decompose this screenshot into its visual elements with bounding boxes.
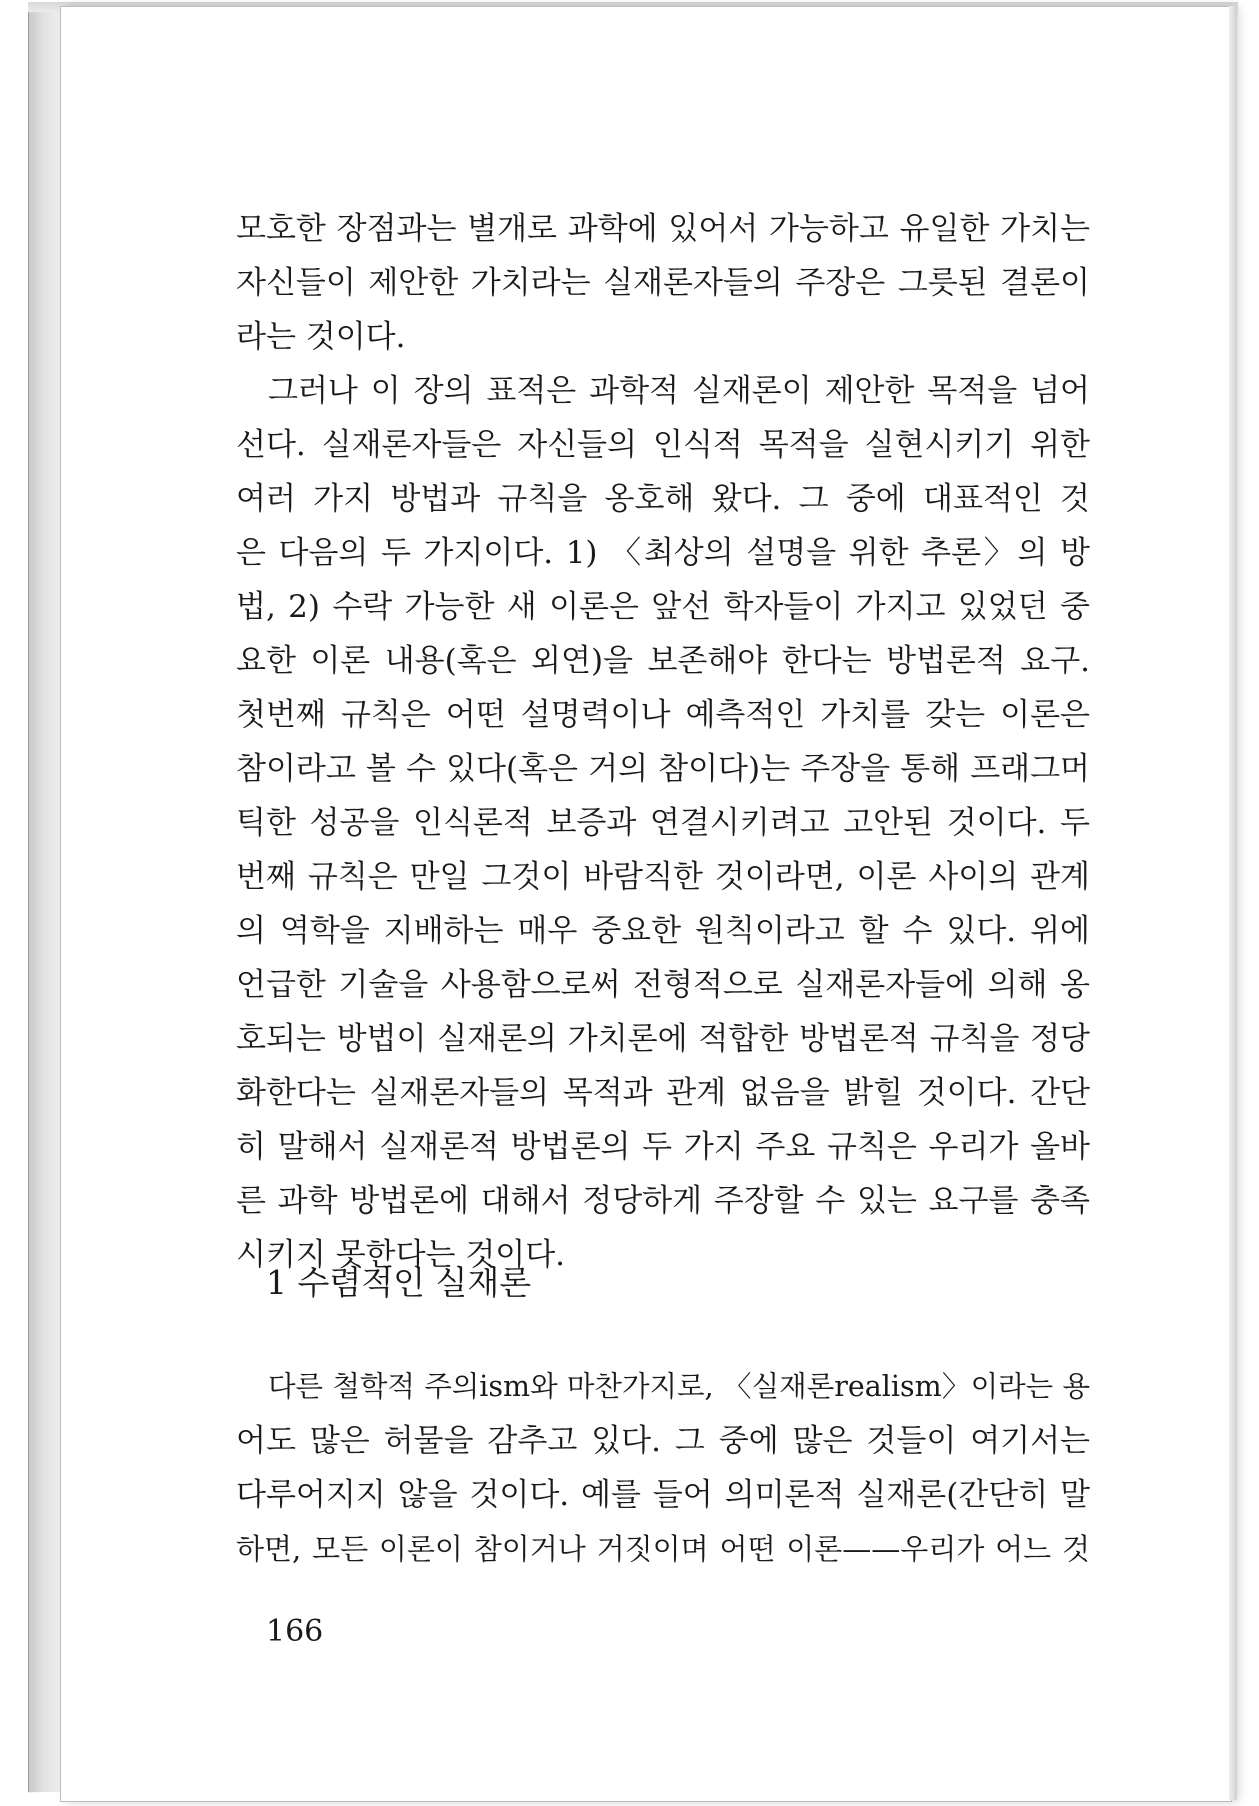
text-line: 첫번째 규칙은 어떤 설명력이나 예측적인 가치를 갖는 이론은 bbox=[236, 697, 1090, 733]
text-line: 다른 철학적 주의ism와 마찬가지로, 〈실재론realism〉이라는 용 bbox=[268, 1370, 1090, 1403]
text-line: 하면, 모든 이론이 참이거나 거짓이며 어떤 이론——우리가 어느 것 bbox=[236, 1532, 1090, 1566]
text-line: 른 과학 방법론에 대해서 정당하게 주장할 수 있는 요구를 충족 bbox=[236, 1183, 1090, 1219]
text-line: 시키지 못한다는 것이다. bbox=[236, 1237, 566, 1273]
page-number: 166 bbox=[266, 1614, 324, 1649]
text-line: 라는 것이다. bbox=[236, 319, 406, 355]
text-line: 어도 많은 허물을 감추고 있다. 그 중에 많은 것들이 여기서는 bbox=[236, 1423, 1090, 1459]
body-text-top bbox=[236, 202, 1090, 1282]
text-line: 선다. 실재론자들은 자신들의 인식적 목적을 실현시키기 위한 bbox=[236, 427, 1090, 463]
text-line: 번째 규칙은 만일 그것이 바람직한 것이라면, 이론 사이의 관계 bbox=[236, 859, 1090, 895]
text-line: 모호한 장점과는 별개로 과학에 있어서 가능하고 유일한 가치는 bbox=[236, 211, 1090, 247]
text-line: 다루어지지 않을 것이다. 예를 들어 의미론적 실재론(간단히 말 bbox=[236, 1477, 1090, 1513]
text-line: 은 다음의 두 가지이다. 1) 〈최상의 설명을 위한 추론〉의 방 bbox=[236, 535, 1090, 571]
text-line: 히 말해서 실재론적 방법론의 두 가지 주요 규칙은 우리가 올바 bbox=[236, 1129, 1090, 1165]
body-text-bottom bbox=[236, 1360, 1090, 1576]
text-line: 참이라고 볼 수 있다(혹은 거의 참이다)는 주장을 통해 프래그머 bbox=[236, 751, 1090, 787]
text-line: 여러 가지 방법과 규칙을 옹호해 왔다. 그 중에 대표적인 것 bbox=[236, 481, 1090, 517]
page-right-edge bbox=[1229, 6, 1237, 1800]
text-line: 언급한 기술을 사용함으로써 전형적으로 실재론자들에 의해 옹 bbox=[236, 967, 1090, 1003]
text-line: 화한다는 실재론자들의 목적과 관계 없음을 밝힐 것이다. 간단 bbox=[236, 1075, 1090, 1111]
section-heading: 1 수렴적인 실재론 bbox=[266, 1263, 532, 1302]
text-line: 요한 이론 내용(혹은 외연)을 보존해야 한다는 방법론적 요구. bbox=[236, 643, 1090, 679]
text-line: 법, 2) 수락 가능한 새 이론은 앞선 학자들이 가지고 있었던 중 bbox=[236, 589, 1090, 625]
text-line: 호되는 방법이 실재론의 가치론에 적합한 방법론적 규칙을 정당 bbox=[236, 1021, 1090, 1057]
text-line: 의 역학을 지배하는 매우 중요한 원칙이라고 할 수 있다. 위에 bbox=[236, 913, 1090, 949]
text-line: 자신들이 제안한 가치라는 실재론자들의 주장은 그릇된 결론이 bbox=[236, 265, 1090, 301]
text-line: 그러나 이 장의 표적은 과학적 실재론이 제안한 목적을 넘어 bbox=[268, 373, 1090, 409]
text-line: 틱한 성공을 인식론적 보증과 연결시키려고 고안된 것이다. 두 bbox=[236, 805, 1090, 841]
